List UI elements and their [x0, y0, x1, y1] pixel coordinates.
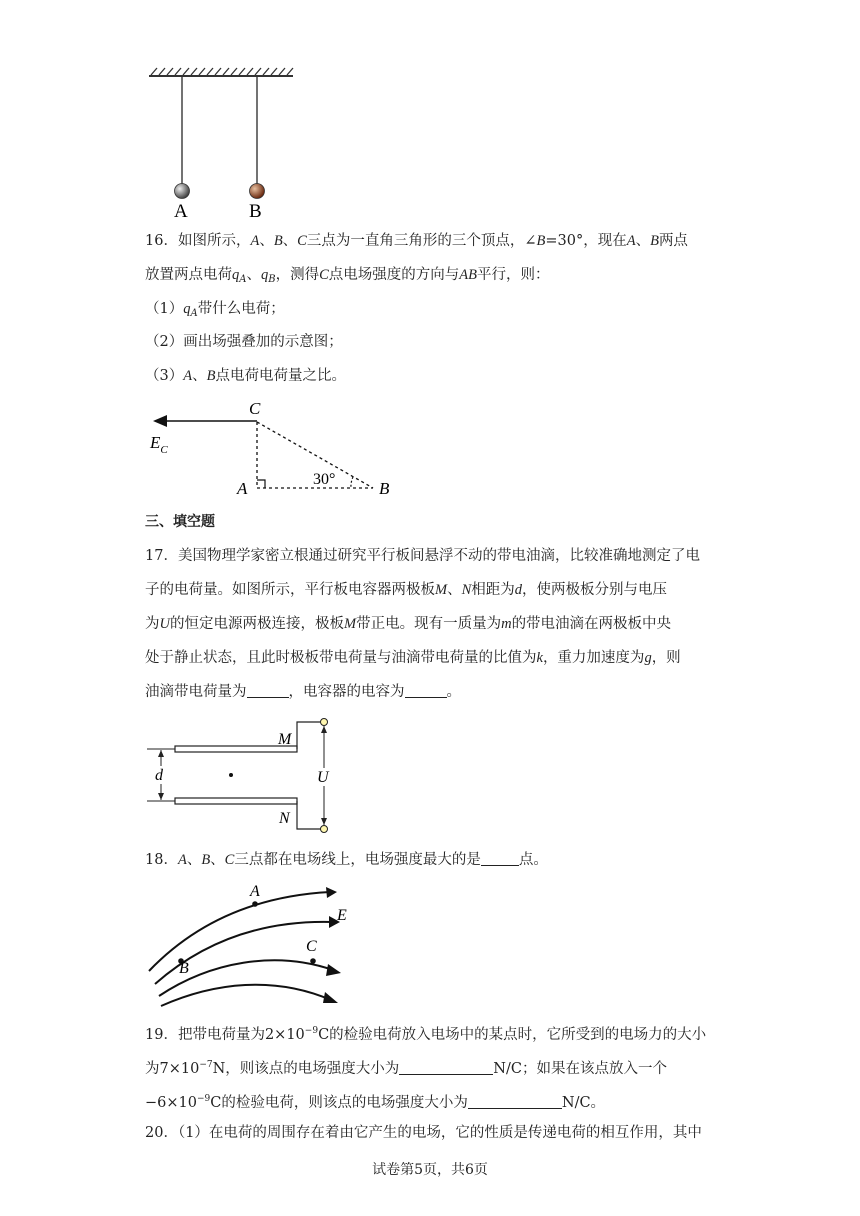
label-a: A: [237, 479, 248, 498]
label-d: d: [155, 767, 163, 784]
field-line-4: [161, 985, 331, 1006]
answer-blank-2[interactable]: [405, 683, 447, 698]
q16-line2: 放置两点电荷$q_A$、$q_B$，测得C点电场强度的方向与AB平行，则：: [145, 267, 550, 285]
q16-sub1: $(1)q_A$带什么电荷；: [145, 301, 285, 319]
terminal-top: [321, 719, 328, 726]
label-b: B: [379, 479, 390, 498]
plate-n: [175, 798, 297, 804]
q17-line2: 子的电荷量。如图所示，平行板电容器两极板M、N相距为d，使两极板分别与电压: [145, 582, 668, 598]
triangle-figure: [145, 396, 405, 498]
label-c: C: [306, 938, 317, 955]
section-title: 三、填空题: [145, 514, 215, 530]
point-c: [310, 958, 316, 964]
answer-blank-3[interactable]: [481, 851, 519, 866]
label-u: U: [317, 769, 329, 786]
q20-line1: 20．（1）在电荷的周围存在着由它产生的电场，它的性质是传递电荷的相互作用，其中: [145, 1125, 702, 1141]
q19-line3: $-6\times 10^{-9}C$的检验电荷，则该点的电场强度大小为 N/C。: [145, 1094, 606, 1111]
q17-line5: 油滴带电荷量为 ，电容器的电容为 。: [145, 684, 461, 700]
q16-sub3: （3）A、B点电荷电荷量之比。: [145, 368, 346, 384]
label-c: C: [249, 399, 261, 418]
q19-line2: 为$7\times 10^{-7}N$，则该点的电场强度大小为 N/C；如果在该点放入一个: [145, 1060, 667, 1077]
q16-line1: 16．如图所示，A、B、C三点为一直角三角形的三个顶点，∠B=30°，现在A、B两点: [145, 233, 688, 249]
angle-label: 30°: [313, 471, 336, 488]
label-e: E: [337, 907, 347, 924]
q17-line3: 为U的恒定电源两极连接，极板M带正电。现有一质量为m的带电油滴在两极板中央: [145, 616, 672, 632]
label-a: A: [250, 883, 260, 900]
label-b: B: [179, 960, 189, 977]
q19-line1: 19．把带电荷量为$2\times 10^{-9}C$的检验电荷放入电场中的某点时，它所受到的电场力的大小: [145, 1026, 707, 1043]
label-b: B: [249, 201, 262, 222]
answer-blank-4[interactable]: [399, 1060, 493, 1075]
label-ec: $E_C$: [150, 433, 168, 456]
answer-blank-5[interactable]: [468, 1094, 562, 1109]
terminal-bottom: [321, 826, 328, 833]
pendulum-figure: [145, 64, 305, 224]
field-lines-figure: [145, 878, 365, 1008]
q17-line4: 处于静止状态，且此时极板带电荷量与油滴带电荷量的比值为k，重力加速度为g，则: [145, 650, 681, 666]
page-footer: 试卷第5页，共6页: [372, 1162, 488, 1178]
ball-b: [250, 184, 265, 199]
q17-line1: 17．美国物理学家密立根通过研究平行板间悬浮不动的带电油滴，比较准确地测定了电: [145, 548, 700, 564]
ball-a: [175, 184, 190, 199]
point-a: [252, 901, 258, 907]
answer-blank-1[interactable]: [247, 683, 289, 698]
q16-sub2: （2）画出场强叠加的示意图；: [145, 334, 343, 350]
q18-line: 18．A、B、C三点都在电场线上，电场强度最大的是 点。: [145, 852, 548, 868]
label-n: N: [279, 810, 290, 827]
capacitor-figure: [145, 712, 345, 837]
field-line-1: [149, 892, 330, 971]
label-a: A: [174, 201, 188, 222]
label-m: M: [278, 731, 292, 748]
oil-drop: [229, 773, 233, 777]
